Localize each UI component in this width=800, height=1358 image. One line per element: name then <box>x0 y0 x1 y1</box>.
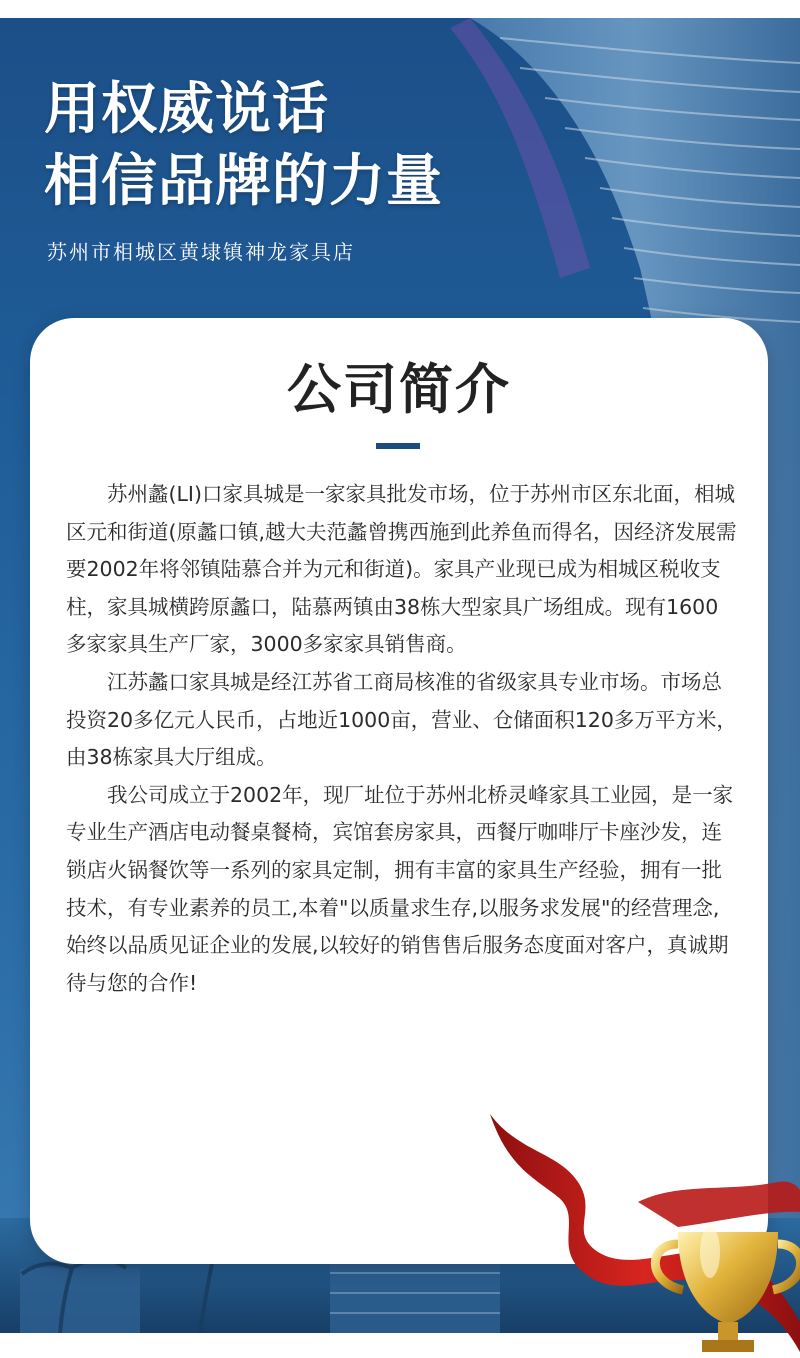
intro-paragraph-2: 江苏蠡口家具城是经江苏省工商局核准的省级家具专业市场。市场总投资20多亿元人民币，占地近1000亩，营业、仓储面积120多万平方米，由38栋家具大厅组成。 <box>66 669 737 770</box>
headline-line-2: 相信品牌的力量 <box>44 149 443 214</box>
headline-line-1: 用权威说话 <box>44 77 329 142</box>
store-name-subtitle: 苏州市相城区黄埭镇神龙家具店 <box>47 240 355 264</box>
intro-paragraph-3: 我公司成立于2002年，现厂址位于苏州北桥灵峰家具工业园，是一家专业生产酒店电动餐桌餐椅，宾馆套房家具，西餐厅咖啡厅卡座沙发，连锁店火锅餐饮等一系列的家具定制，拥有丰富的家具生产经验，拥有一批技术，有专业素养的员工,本着"以质量求生存,以服务求发展"的经营理念,始终以品质见证企业的发展,以较好的销售售后服务态度面对客户，真诚期待与您的合作! <box>66 782 734 995</box>
card-title: 公司简介 <box>287 358 511 421</box>
title-underline-bar <box>376 443 420 449</box>
hero-headline <box>44 74 443 218</box>
intro-paragraph-1: 苏州蠡(LI)口家具城是一家家具批发市场，位于苏州市区东北面，相城区元和街道(原蠡口镇,越大夫范蠡曾携西施到此养鱼而得名，因经济发展需要2002年将邻镇陆慕合并为元和街道)。家具产业现已成为相城区税收支柱，家具城横跨原蠡口，陆慕两镇由38栋大型家具广场组成。现有1600多家家具生产厂家，3000多家家具销售商。 <box>66 482 737 657</box>
intro-body <box>66 476 738 1002</box>
trophy-icon <box>488 1112 800 1352</box>
